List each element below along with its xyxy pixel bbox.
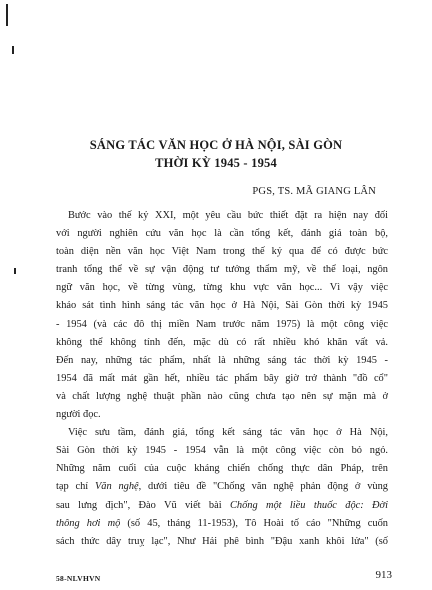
paragraph-line: Những năm cuối của cuộc kháng chiến chống thực dân Pháp, trên	[56, 463, 388, 475]
text-run: , dưới tiêu đề "Chống văn nghệ phản động ở vùng	[138, 481, 388, 493]
text-run: tạp chí	[56, 481, 95, 493]
article-title-ref: Chống một liều thuốc độc: Đời	[229, 499, 388, 511]
paragraph-line: không thể không tính đến, mặc dù có rất nhiều khó khăn vất vả.	[56, 336, 388, 348]
margin-mark	[14, 268, 16, 274]
margin-mark	[6, 4, 8, 26]
paragraph-line: Sài Gòn thời kỳ 1945 - 1954 vẫn là một công việc còn bỏ ngỏ.	[56, 445, 388, 457]
article-body	[56, 207, 388, 551]
text-run: sau lưng địch", Đào Vũ viết bài	[56, 499, 230, 511]
text-run: (số 45, tháng 11-1953), Tô Hoài tố cáo "Những cuốn	[120, 517, 388, 529]
paragraph-line: sách thức dây truỵ lạc", Như Hải phê bình "Đậu xanh khôi lửa" (số	[56, 535, 388, 547]
paragraph-line	[56, 515, 388, 533]
paragraph-line: Bước vào thế kỷ XXI, một yêu cầu bức thiết đặt ra hiện nay đối	[68, 210, 388, 221]
paragraph-line: với người nghiên cứu văn học là cần tổng kết, đánh giá toàn bộ,	[56, 228, 388, 240]
page-number: 913	[375, 569, 392, 581]
paragraph-line: toàn diện nền văn học Việt Nam trong thế kỷ qua để có được bức	[56, 246, 388, 258]
article-title-line-1: SÁNG TÁC VĂN HỌC Ở HÀ NỘI, SÀI GÒN	[89, 138, 343, 152]
author-byline: PGS, TS. MÃ GIANG LÂN	[252, 186, 376, 197]
signature-code: 58-NLVHVN	[56, 574, 101, 583]
paragraph-line	[56, 478, 388, 496]
article-title-line-2: THỜI KỲ 1945 - 1954	[155, 156, 277, 170]
paragraph-line: Việc sưu tầm, đánh giá, tổng kết sáng tác văn học ở Hà Nội,	[68, 427, 388, 439]
paragraph-line: Đến nay, những tác phẩm, nhất là những sáng tác thời kỳ 1945 -	[56, 354, 388, 366]
paragraph-line: ngữ văn học, về từng vùng, từng khu vực văn học... Vì vậy việc	[56, 282, 388, 294]
paragraph-line	[56, 497, 388, 515]
paragraph-line: tranh tổng thể về sự vận động tư tưởng thẩm mỹ, về thể loại, ngôn	[56, 264, 388, 276]
article-title-ref: thông hơi mộ	[56, 517, 121, 529]
margin-mark	[12, 46, 14, 54]
paragraph-line: và chất lượng nghệ thuật phần nào cũng chưa tạo nên sự mặn mà ở	[56, 390, 388, 402]
paragraph-line: khảo sát tình hình sáng tác văn học ở Hà Nội, Sài Gòn thời kỳ 1945	[56, 300, 388, 312]
paragraph-line: - 1954 (và các đô thị miền Nam trước năm 1975) là một công việc	[56, 318, 388, 330]
journal-title: Văn nghệ	[94, 481, 139, 493]
paragraph-line: người đọc.	[56, 409, 101, 421]
paragraph-line: 1954 đã mất mát gần hết, nhiều tác phẩm bây giờ trở thành "đồ cổ"	[56, 372, 388, 384]
